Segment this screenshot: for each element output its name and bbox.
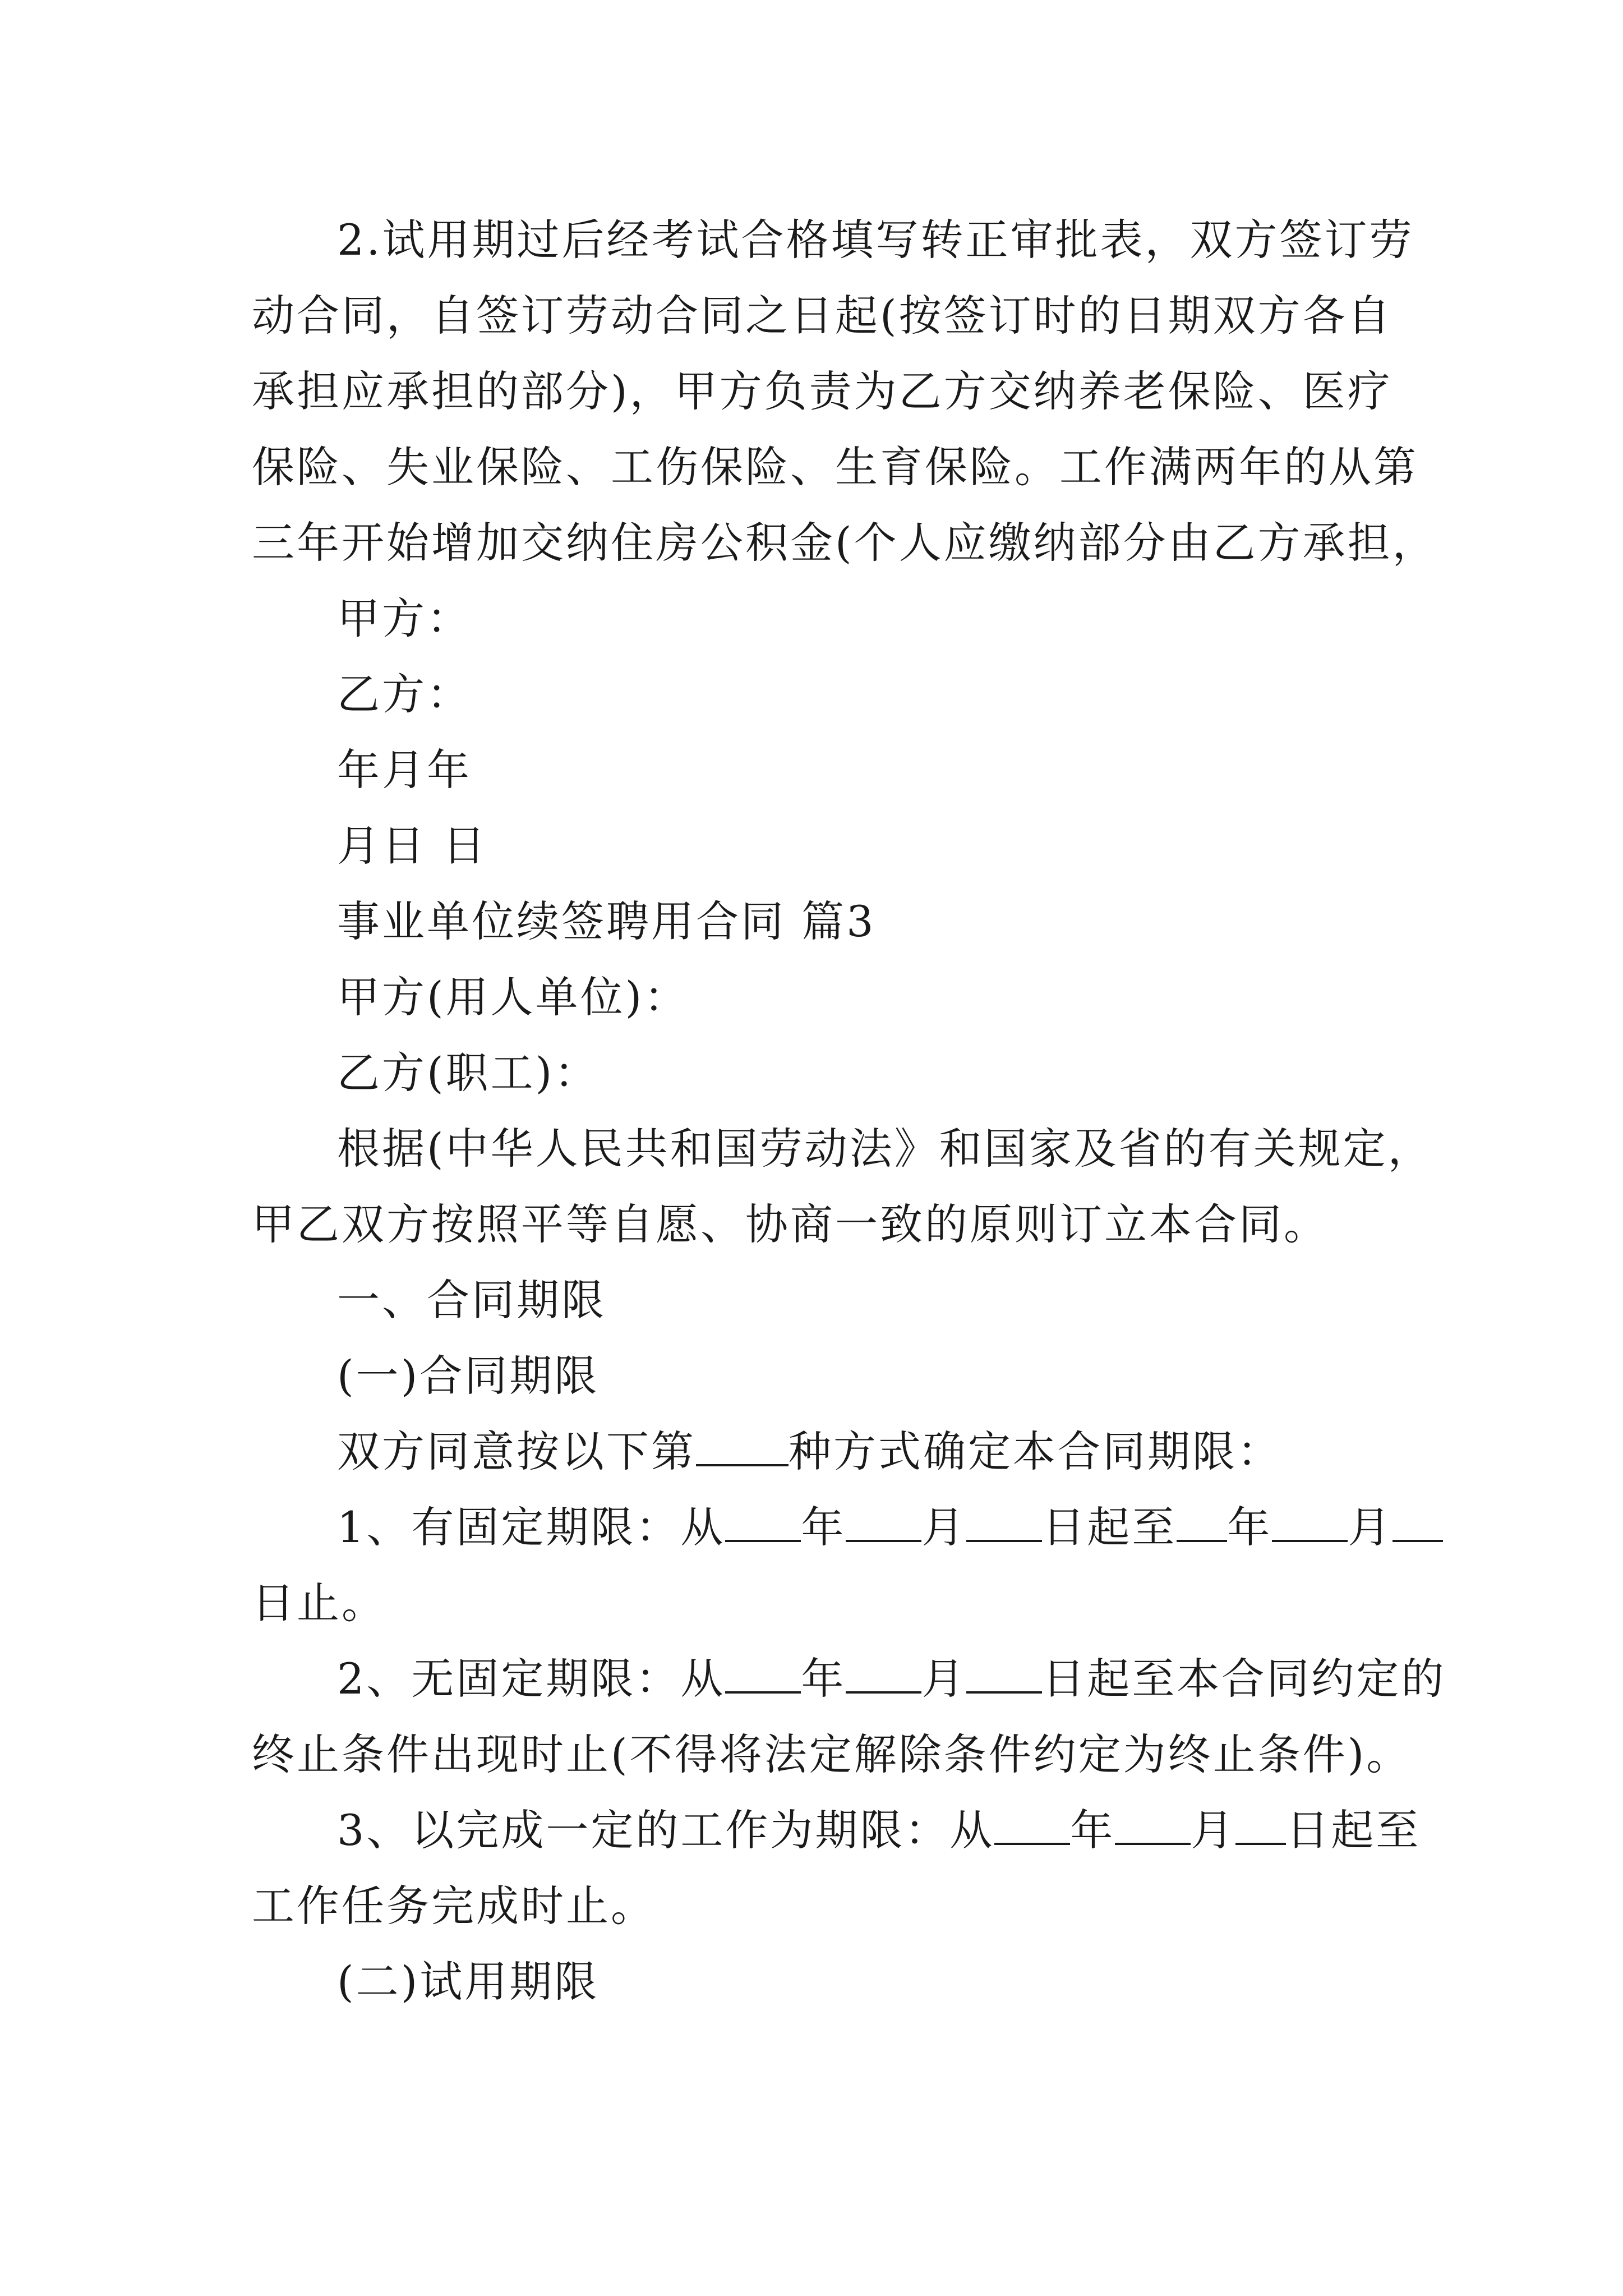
paragraph-line: 三年开始增加交纳住房公积金(个人应缴纳部分由乙方承担， <box>252 518 1437 568</box>
line-text: 年 <box>1227 1502 1272 1552</box>
line-text: 1、有固定期限：从 <box>337 1502 726 1552</box>
paragraph-line: 工作任务完成时止。 <box>252 1881 656 1931</box>
blank-field <box>994 1803 1070 1845</box>
party-a-field: 甲方(用人单位)： <box>337 972 689 1022</box>
line-text: 双方同意按以下第 <box>337 1427 696 1476</box>
section-heading: 事业单位续签聘用合同 篇3 <box>337 896 876 946</box>
paragraph-line: 甲乙双方按照平等自愿、协商一致的原则订立本合同。 <box>252 1199 1329 1249</box>
blank-field <box>1393 1501 1443 1542</box>
line-text: 种方式确定本合同期限： <box>789 1427 1282 1476</box>
line-text: 年 <box>1070 1805 1115 1855</box>
blank-field <box>1272 1501 1348 1542</box>
blank-field <box>725 1652 801 1694</box>
party-b-label: 乙方： <box>337 669 472 719</box>
blank-field <box>725 1501 801 1542</box>
blank-field <box>846 1652 921 1694</box>
paragraph-line: 2.试用期过后经考试合格填写转正审批表，双方签订劳 <box>337 215 1414 265</box>
blank-field <box>846 1501 921 1542</box>
paragraph-line: 日止。 <box>252 1578 386 1628</box>
party-b-field: 乙方(职工)： <box>337 1048 600 1098</box>
line-text: 日起至本合同约定的 <box>1042 1654 1446 1704</box>
line-text: 日起至 <box>1042 1502 1177 1552</box>
blank-field <box>966 1652 1042 1694</box>
paragraph-line: 终止条件出现时止(不得将法定解除条件约定为终止条件)。 <box>252 1729 1412 1779</box>
party-a-label: 甲方： <box>337 593 472 643</box>
line-text: 年 <box>801 1502 846 1552</box>
blank-field <box>696 1425 789 1466</box>
line-text: 月 <box>1191 1805 1236 1855</box>
clause-heading: 一、合同期限 <box>337 1275 606 1325</box>
blank-field <box>1177 1501 1227 1542</box>
clause-subheading: (一)合同期限 <box>337 1351 600 1401</box>
date-line: 年月年 <box>337 745 472 795</box>
line-text: 2、无固定期限：从 <box>337 1654 726 1704</box>
clause-subheading: (二)试用期限 <box>337 1957 600 2007</box>
line-text: 年 <box>801 1654 846 1704</box>
blank-field <box>966 1501 1042 1542</box>
paragraph-line: 保险、失业保险、工伤保险、生育保险。工作满两年的从第 <box>252 442 1418 492</box>
line-text: 日起至 <box>1286 1805 1421 1855</box>
paragraph-line: 承担应承担的部分)，甲方负责为乙方交纳养老保险、医疗 <box>252 366 1393 416</box>
paragraph-line: 动合同，自签订劳动合同之日起(按签订时的日期双方各自 <box>252 291 1393 341</box>
paragraph-line: 根据(中华人民共和国劳动法》和国家及省的有关规定， <box>337 1124 1433 1174</box>
open-term-line <box>252 1641 1446 1717</box>
task-term-line <box>252 1792 1421 1868</box>
date-line: 月日 日 <box>337 821 488 871</box>
blank-field <box>1235 1803 1286 1845</box>
line-text: 月 <box>921 1654 967 1704</box>
document-body <box>252 202 1446 2019</box>
line-text: 月 <box>921 1502 967 1552</box>
blank-field <box>1115 1803 1191 1845</box>
line-text: 月 <box>1348 1502 1393 1552</box>
line-text: 3、以完成一定的工作为期限：从 <box>337 1805 995 1855</box>
term-selection-line <box>252 1414 1396 1489</box>
fixed-term-line <box>252 1489 1396 1565</box>
